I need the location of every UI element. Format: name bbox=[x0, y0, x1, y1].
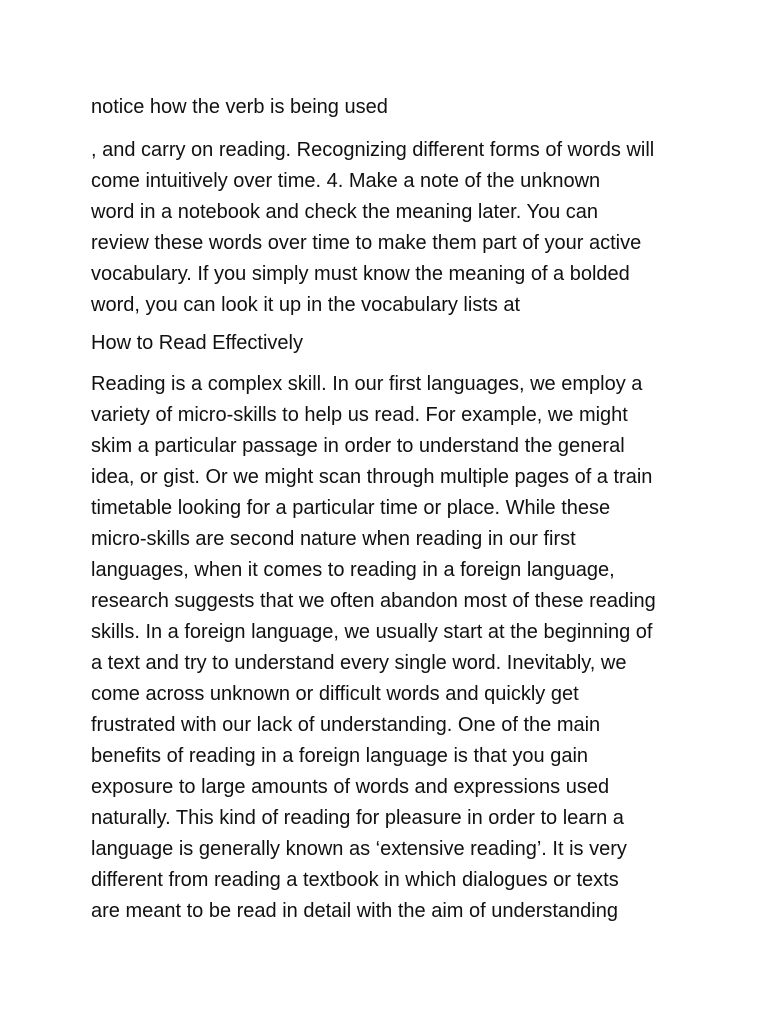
text-line: word, you can look it up in the vocabulary lists at bbox=[91, 294, 521, 316]
section-heading bbox=[91, 328, 691, 359]
paragraph-fragment-top bbox=[91, 92, 691, 123]
text-line: Reading is a complex skill. In our first languages, we employ a bbox=[91, 373, 643, 395]
text-line: exposure to large amounts of words and expressions used bbox=[91, 776, 610, 798]
text-line: skills. In a foreign language, we usually start at the beginning of bbox=[91, 621, 653, 643]
text-line: idea, or gist. Or we might scan through multiple pages of a train bbox=[91, 466, 653, 488]
text-line: language is generally known as ‘extensive reading’. It is very bbox=[91, 838, 627, 860]
text-line: word in a notebook and check the meaning later. You can bbox=[91, 201, 599, 223]
text-line: micro-skills are second nature when reading in our first bbox=[91, 528, 576, 550]
text-line: come across unknown or difficult words and quickly get bbox=[91, 683, 579, 705]
text-line: frustrated with our lack of understanding. One of the main bbox=[91, 714, 601, 736]
text-line: variety of micro-skills to help us read. For example, we might bbox=[91, 404, 628, 426]
text-line: different from reading a textbook in which dialogues or texts bbox=[91, 869, 619, 891]
paragraph-reading-skills bbox=[91, 369, 691, 927]
text-line: benefits of reading in a foreign language is that you gain bbox=[91, 745, 589, 767]
heading-line: How to Read Effectively bbox=[91, 332, 303, 354]
text-line: skim a particular passage in order to understand the general bbox=[91, 435, 625, 457]
paragraph-vocabulary-tips bbox=[91, 135, 691, 321]
text-line: review these words over time to make them part of your active bbox=[91, 232, 642, 254]
text-line: are meant to be read in detail with the aim of understanding bbox=[91, 900, 618, 922]
text-line: notice how the verb is being used bbox=[91, 96, 388, 118]
text-line: vocabulary. If you simply must know the meaning of a bolded bbox=[91, 263, 630, 285]
text-line: come intuitively over time. 4. Make a note of the unknown bbox=[91, 170, 601, 192]
text-line: research suggests that we often abandon most of these reading bbox=[91, 590, 656, 612]
text-line: naturally. This kind of reading for pleasure in order to learn a bbox=[91, 807, 624, 829]
text-line: timetable looking for a particular time or place. While these bbox=[91, 497, 611, 519]
text-line: languages, when it comes to reading in a foreign language, bbox=[91, 559, 615, 581]
text-line: a text and try to understand every single word. Inevitably, we bbox=[91, 652, 627, 674]
text-line: , and carry on reading. Recognizing different forms of words will bbox=[91, 139, 655, 161]
